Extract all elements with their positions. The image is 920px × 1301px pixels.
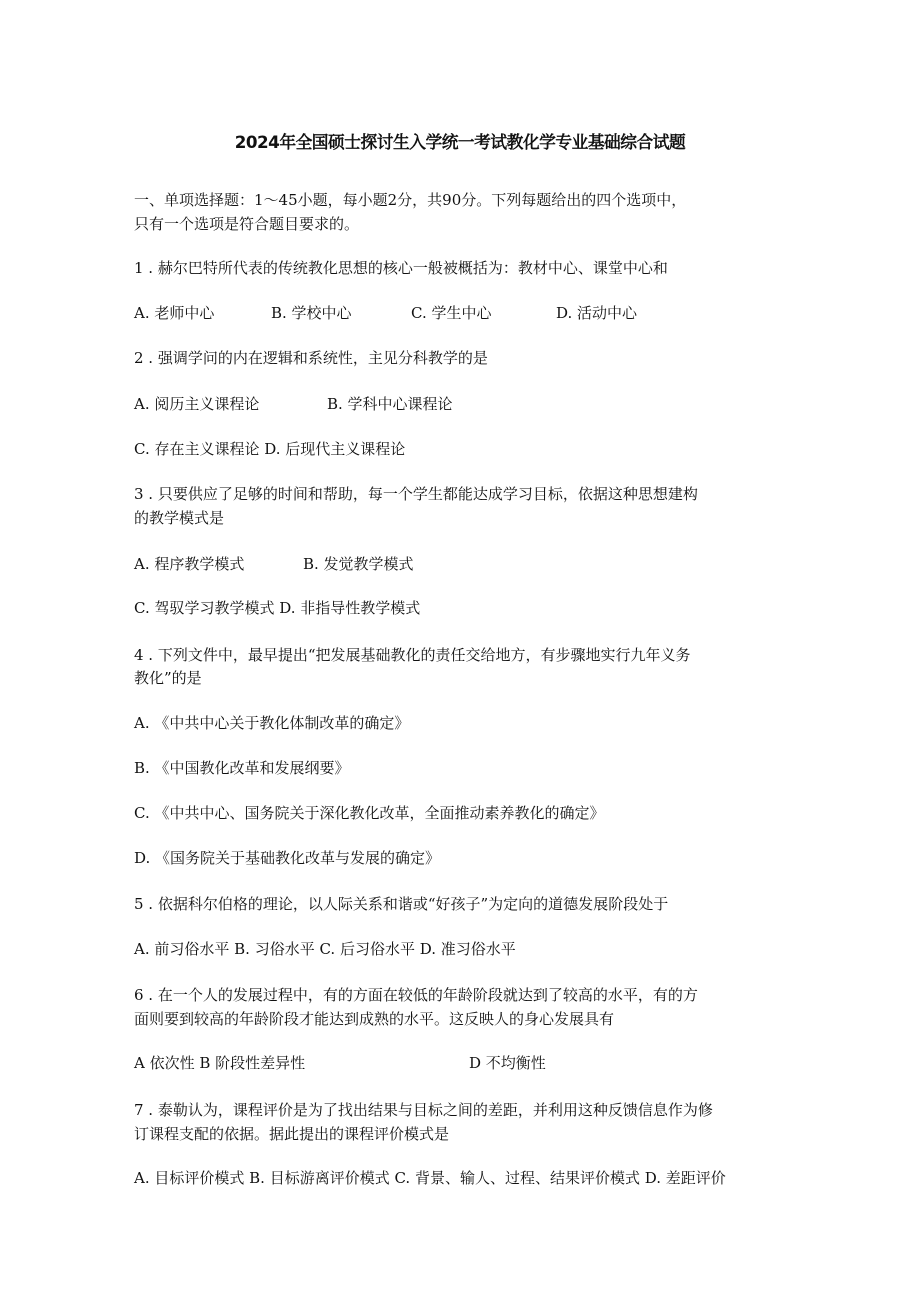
- options-a-d: A. 目标评价模式 B. 目标游离评价模式 C. 背景、输人、过程、结果评价模式 D. 差距评价: [134, 1169, 726, 1187]
- question-stem: 5 . 依据科尔伯格的理论，以人际关系和谐或“好孩子”为定向的道德发展阶段处于: [134, 895, 669, 913]
- options-c-d: C. 驾驭学习教学模式 D. 非指导性教学模式: [134, 599, 421, 617]
- option-d: D. 《国务院关于基础教化改革与发展的确定》: [134, 849, 441, 867]
- options-a-b: A 依次性 B 阶段性差异性: [134, 1054, 306, 1072]
- question-stem: 7 . 泰勒认为，课程评价是为了找出结果与目标之间的差距，并利用这种反馈信息作为修: [134, 1101, 713, 1119]
- question-stem: 4 . 下列文件中，最早提出“把发展基础教化的责任交给地方，有步骤地实行九年义务: [134, 646, 691, 664]
- option-a: A. 老师中心: [134, 304, 215, 322]
- option-a: A. 阅历主义课程论: [134, 395, 260, 413]
- option-b: B. 学科中心课程论: [327, 395, 453, 413]
- option-d: D. 活动中心: [556, 304, 638, 322]
- option-d: D 不均衡性: [469, 1054, 546, 1072]
- question-stem: 的教学模式是: [134, 509, 225, 527]
- question-stem: 6 . 在一个人的发展过程中，有的方面在较低的年龄阶段就达到了较高的水平，有的方: [134, 986, 698, 1004]
- option-b: B. 学校中心: [271, 304, 352, 322]
- option-b: B. 发觉教学模式: [303, 555, 414, 573]
- question-stem: 教化”的是: [134, 669, 202, 687]
- option-b: B. 《中国教化改革和发展纲要》: [134, 759, 350, 777]
- question-stem: 订课程支配的依据。据此提出的课程评价模式是: [134, 1125, 450, 1143]
- options-a-d: A. 前习俗水平 B. 习俗水平 C. 后习俗水平 D. 准习俗水平: [134, 940, 516, 958]
- option-c: C. 学生中心: [411, 304, 492, 322]
- option-c: C. 《中共中心、国务院关于深化教化改革，全面推动素养教化的确定》: [134, 804, 605, 822]
- option-a: A. 程序教学模式: [134, 555, 245, 573]
- options-c-d: C. 存在主义课程论 D. 后现代主义课程论: [134, 440, 406, 458]
- question-stem: 2 . 强调学问的内在逻辑和系统性，主见分科教学的是: [134, 349, 488, 367]
- question-stem: 面则要到较高的年龄阶段才能达到成熟的水平。这反映人的身心发展具有: [134, 1010, 615, 1028]
- question-stem: 1 . 赫尔巴特所代表的传统教化思想的核心一般被概括为：教材中心、课堂中心和: [134, 259, 668, 277]
- question-stem: 3 . 只要供应了足够的时间和帮助，每一个学生都能达成学习目标，依据这种思想建构: [134, 485, 698, 503]
- section-instruction-line: 一、单项选择题：1～45小题，每小题2分，共90分。下列每题给出的四个选项中，: [134, 191, 687, 209]
- page-title: 2024年全国硕士探讨生入学统一考试教化学专业基础综合试题: [234, 133, 686, 153]
- section-instruction-line: 只有一个选项是符合题目要求的。: [134, 215, 360, 233]
- option-a: A. 《中共中心关于教化体制改革的确定》: [134, 714, 410, 732]
